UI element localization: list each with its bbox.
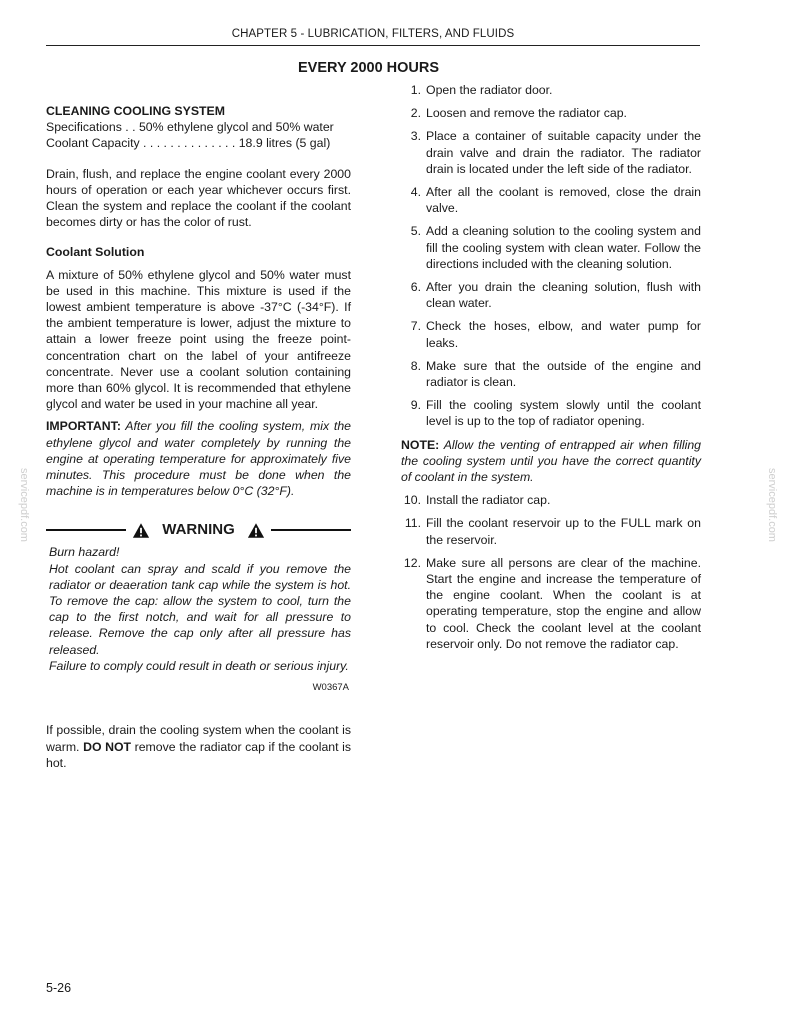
step-text: Add a cleaning solution to the cooling system and fill the cooling system with clean water. Follow the directions included with the cleaning solution. <box>426 224 701 271</box>
cleaning-heading: CLEANING COOLING SYSTEM <box>46 104 225 118</box>
list-item <box>401 184 701 216</box>
spec-coolant-capacity: Coolant Capacity . . . . . . . . . . . . . . 18.9 litres (5 gal) <box>46 136 331 151</box>
warning-rule-right <box>271 529 351 531</box>
warning-line-burn: Burn hazard! <box>49 545 120 560</box>
step-text: Place a container of suitable capacity under the drain valve and drain the radiator. The radiator drain is located under the left side of the radiator. <box>426 129 701 176</box>
steps-list-continued <box>401 492 701 652</box>
coolant-solution-paragraph: A mixture of 50% ethylene glycol and 50% water must be used in this machine. This mixture is used if the lowest ambient temperature is above -37°C (-34°F). If the ambient temperature is lower, adjust the mixture to attain a lower freeze point using the freeze point-concentration chart on the label of your antifreeze concentrate. Never use a coolant solution containing more than 60% glycol. It is recommended that ethylene glycol and water be used in your machine all year. <box>46 267 351 412</box>
note-paragraph <box>401 437 701 486</box>
important-text: After you fill the cooling system, mix the ethylene glycol and water completely by running the engine at operating temperature for approximately five minutes. This procedure must be done when the machine is in temperatures below 0°C (32°F). <box>46 419 351 499</box>
section-title: EVERY 2000 HOURS <box>298 60 440 76</box>
note-text: Allow the venting of entrapped air when filling the cooling system until you have the correct quantity of coolant in the system. <box>401 437 701 485</box>
step-number: 8. <box>410 358 421 373</box>
step-text: Open the radiator door. <box>426 83 553 97</box>
step-number: 9. <box>410 398 421 413</box>
list-item <box>401 397 701 429</box>
step-text: Make sure all persons are clear of the machine. Start the engine and increase the temperature of the engine coolant. When the coolant is at operating temperature, stop the engine and allow to cool. Check the coolant level at the coolant reservoir only. Do not remove the radiator cap. <box>426 555 701 651</box>
step-number: 1. <box>410 83 421 97</box>
important-paragraph <box>46 418 351 499</box>
drain-text-bold: DO NOT <box>83 739 132 754</box>
right-column <box>401 82 701 659</box>
intro-paragraph: Drain, flush, and replace the engine coolant every 2000 hours of operation or each year whichever occurs first. Clean the system and replace the coolant if the coolant becomes dirty or has the color of rust. <box>46 166 351 230</box>
step-number: 4. <box>410 185 421 200</box>
step-number: 11. <box>404 516 421 531</box>
list-item <box>401 555 701 652</box>
list-item <box>401 318 701 350</box>
step-text: Fill the coolant reservoir up to the FULL mark on the reservoir. <box>426 516 701 547</box>
warning-triangle-icon <box>247 522 265 539</box>
list-item <box>401 279 701 311</box>
list-item <box>401 515 701 547</box>
left-column <box>46 103 351 771</box>
coolant-solution-heading: Coolant Solution <box>46 245 145 260</box>
drain-text-post: remove the radiator cap if the coolant is hot. <box>46 739 352 770</box>
warning-code: W0367A <box>312 682 349 694</box>
header-rule <box>46 45 700 46</box>
step-text: Install the radiator cap. <box>426 493 551 508</box>
steps-list <box>401 82 701 430</box>
warning-body <box>46 544 351 674</box>
step-number: 3. <box>410 129 421 144</box>
drain-text-pre: If possible, drain the cooling system when the coolant is warm. <box>46 723 351 754</box>
step-text: Make sure that the outside of the engine and radiator is clean. <box>426 358 701 390</box>
step-text: After you drain the cleaning solution, flush with clean water. <box>426 280 701 311</box>
note-label: NOTE: <box>401 437 440 452</box>
spec-specifications: Specifications . . 50% ethylene glycol and 50% water <box>46 120 334 135</box>
watermark-left: servicepdf.com <box>18 468 30 542</box>
step-number: 2. <box>410 106 421 121</box>
warning-triangle-icon <box>132 522 150 539</box>
watermark-right: servicepdf.com <box>766 468 778 542</box>
page-number: 5-26 <box>46 981 72 995</box>
step-number: 12. <box>403 555 421 570</box>
warning-rule-left <box>46 529 126 531</box>
list-item <box>401 128 701 177</box>
warning-line-failure: Failure to comply could result in death or serious injury. <box>49 658 349 673</box>
chapter-header: CHAPTER 5 - LUBRICATION, FILTERS, AND FLUIDS <box>231 28 515 40</box>
step-number: 5. <box>410 224 421 239</box>
list-item <box>401 82 701 98</box>
list-item <box>401 223 701 272</box>
warning-line-hot-coolant: Hot coolant can spray and scald if you remove the radiator or deaeration tank cap while the system is hot. To remove the cap: allow the system to cool, turn the cap to the first notch, and wait for all pressure to release. Remove the cap only after all pressure has released. <box>49 561 351 657</box>
drain-paragraph <box>46 722 351 771</box>
step-number: 7. <box>410 319 421 334</box>
step-number: 6. <box>410 280 421 295</box>
warning-label: WARNING <box>162 521 235 539</box>
step-text: Check the hoses, elbow, and water pump for leaks. <box>426 319 701 350</box>
step-number: 10. <box>403 493 421 508</box>
step-text: After all the coolant is removed, close the drain valve. <box>426 185 701 216</box>
warning-banner <box>46 519 351 541</box>
step-text: Loosen and remove the radiator cap. <box>426 106 627 121</box>
list-item <box>401 492 701 508</box>
step-text: Fill the cooling system slowly until the coolant level is up to the top of radiator opening. <box>426 398 701 429</box>
important-label: IMPORTANT: <box>46 419 121 434</box>
list-item <box>401 105 701 121</box>
list-item <box>401 358 701 390</box>
